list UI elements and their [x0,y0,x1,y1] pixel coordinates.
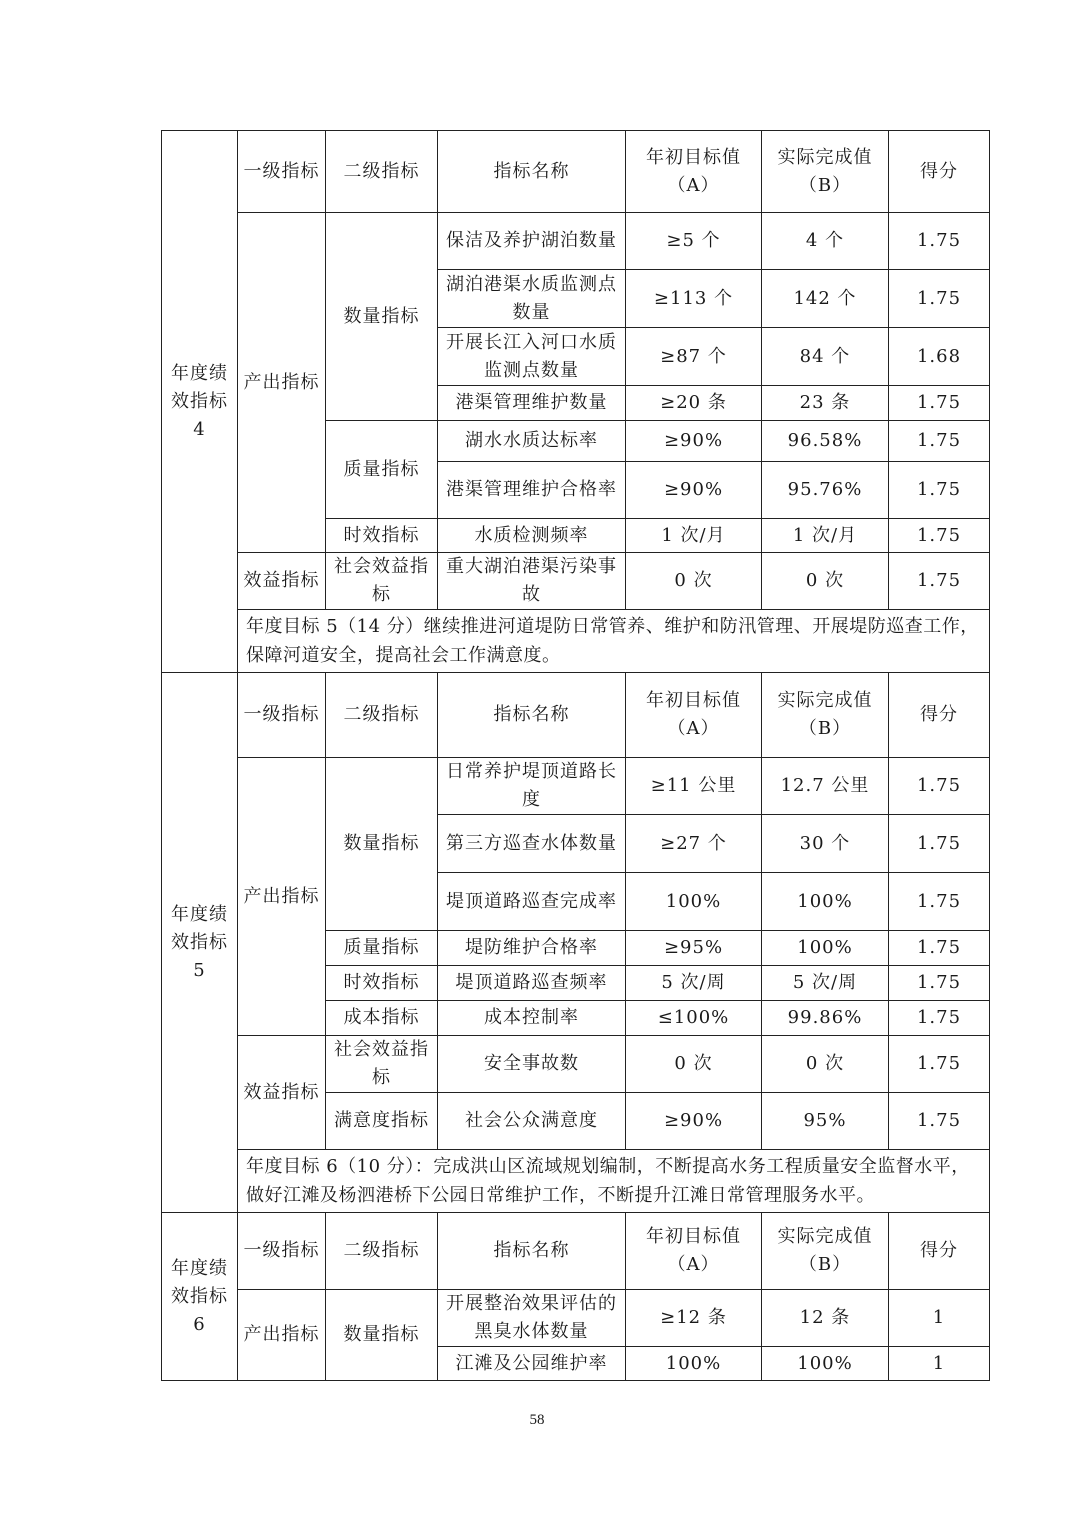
actual-value: 0 次 [762,553,889,610]
indicator-name: 堤防维护合格率 [438,931,626,966]
section-label: 年度绩效指标 5 [162,673,238,1213]
page-number: 58 [529,1412,545,1428]
level2-cell: 质量指标 [326,421,438,519]
score-value: 1.75 [889,966,990,1001]
level1-cell: 产出指标 [238,1290,326,1381]
target-value: 5 次/周 [626,966,762,1001]
level2-cell: 社会效益指标 [326,1036,438,1093]
indicator-name: 开展整治效果评估的黑臭水体数量 [438,1290,626,1347]
target-value: 0 次 [626,1036,762,1093]
score-value: 1.75 [889,270,990,328]
section-label: 年度绩效指标 6 [162,1213,238,1381]
goal-row [162,1150,990,1213]
indicator-name: 保洁及养护湖泊数量 [438,213,626,270]
header-actual: 实际完成值（B） [762,131,889,213]
indicator-name: 社会公众满意度 [438,1093,626,1150]
score-value: 1.75 [889,519,990,553]
score-value: 1 [889,1290,990,1347]
actual-value: 4 个 [762,213,889,270]
indicator-name: 开展长江入河口水质监测点数量 [438,328,626,386]
score-value: 1.75 [889,421,990,462]
table-header-row [162,673,990,758]
score-value: 1.75 [889,1001,990,1036]
target-value: 0 次 [626,553,762,610]
score-value: 1.75 [889,553,990,610]
target-value: ≥113 个 [626,270,762,328]
target-value: ≥90% [626,462,762,519]
score-value: 1.75 [889,758,990,815]
header-actual: 实际完成值（B） [762,1213,889,1290]
actual-value: 0 次 [762,1036,889,1093]
header-target: 年初目标值（A） [626,131,762,213]
level2-cell: 数量指标 [326,1290,438,1381]
indicator-name: 湖水水质达标率 [438,421,626,462]
annual-goal-6: 年度目标 6（10 分）：完成洪山区流域规划编制，不断提高水务工程质量安全监督水平，做好江滩及杨泗港桥下公园日常维护工作，不断提升江滩日常管理服务水平。 [238,1150,990,1213]
level1-cell: 效益指标 [238,553,326,610]
level2-cell: 时效指标 [326,966,438,1001]
header-level2: 二级指标 [326,1213,438,1290]
target-value: ≥90% [626,1093,762,1150]
indicator-name: 江滩及公园维护率 [438,1347,626,1381]
indicator-name: 湖泊港渠水质监测点数量 [438,270,626,328]
target-value: 100% [626,873,762,931]
indicator-name: 安全事故数 [438,1036,626,1093]
header-indicator-name: 指标名称 [438,673,626,758]
indicator-name: 港渠管理维护合格率 [438,462,626,519]
table-row [162,1036,990,1093]
header-indicator-name: 指标名称 [438,131,626,213]
table-row [162,213,990,270]
goal-row [162,610,990,673]
level2-cell: 满意度指标 [326,1093,438,1150]
table-row [162,758,990,815]
header-indicator-name: 指标名称 [438,1213,626,1290]
score-value: 1.75 [889,213,990,270]
target-value: ≥87 个 [626,328,762,386]
indicator-name: 堤顶道路巡查完成率 [438,873,626,931]
indicator-name: 港渠管理维护数量 [438,386,626,421]
target-value: ≥27 个 [626,815,762,873]
header-target: 年初目标值（A） [626,673,762,758]
score-value: 1.75 [889,1093,990,1150]
indicator-name: 成本控制率 [438,1001,626,1036]
level2-cell: 数量指标 [326,758,438,931]
actual-value: 100% [762,931,889,966]
level2-cell: 数量指标 [326,213,438,421]
target-value: ≥95% [626,931,762,966]
actual-value: 5 次/周 [762,966,889,1001]
indicator-name: 重大湖泊港渠污染事故 [438,553,626,610]
header-level2: 二级指标 [326,131,438,213]
score-value: 1.75 [889,1036,990,1093]
performance-indicator-table [161,130,990,1381]
indicator-name: 堤顶道路巡查频率 [438,966,626,1001]
actual-value: 12 条 [762,1290,889,1347]
indicator-name: 水质检测频率 [438,519,626,553]
header-level1: 一级指标 [238,1213,326,1290]
actual-value: 96.58% [762,421,889,462]
score-value: 1.75 [889,815,990,873]
actual-value: 95% [762,1093,889,1150]
header-score: 得分 [889,1213,990,1290]
header-level2: 二级指标 [326,673,438,758]
score-value: 1.75 [889,931,990,966]
header-actual: 实际完成值（B） [762,673,889,758]
actual-value: 1 次/月 [762,519,889,553]
target-value: ≤100% [626,1001,762,1036]
level1-cell: 产出指标 [238,758,326,1036]
table-header-row [162,1213,990,1290]
target-value: ≥90% [626,421,762,462]
target-value: ≥5 个 [626,213,762,270]
table-row [162,553,990,610]
target-value: 100% [626,1347,762,1381]
section-label: 年度绩效指标 4 [162,131,238,673]
actual-value: 95.76% [762,462,889,519]
annual-goal-5: 年度目标 5（14 分）继续推进河道堤防日常管养、维护和防汛管理、开展堤防巡查工作，保障河道安全，提高社会工作满意度。 [238,610,990,673]
target-value: ≥20 条 [626,386,762,421]
header-level1: 一级指标 [238,131,326,213]
header-target: 年初目标值（A） [626,1213,762,1290]
actual-value: 23 条 [762,386,889,421]
score-value: 1.75 [889,873,990,931]
target-value: 1 次/月 [626,519,762,553]
actual-value: 142 个 [762,270,889,328]
target-value: ≥11 公里 [626,758,762,815]
score-value: 1 [889,1347,990,1381]
actual-value: 100% [762,1347,889,1381]
score-value: 1.68 [889,328,990,386]
actual-value: 99.86% [762,1001,889,1036]
level1-cell: 效益指标 [238,1036,326,1150]
level1-cell: 产出指标 [238,213,326,553]
actual-value: 100% [762,873,889,931]
score-value: 1.75 [889,462,990,519]
actual-value: 84 个 [762,328,889,386]
score-value: 1.75 [889,386,990,421]
level2-cell: 成本指标 [326,1001,438,1036]
actual-value: 12.7 公里 [762,758,889,815]
actual-value: 30 个 [762,815,889,873]
level2-cell: 质量指标 [326,931,438,966]
level2-cell: 社会效益指标 [326,553,438,610]
level2-cell: 时效指标 [326,519,438,553]
header-score: 得分 [889,131,990,213]
table-row [162,1290,990,1347]
target-value: ≥12 条 [626,1290,762,1347]
indicator-name: 第三方巡查水体数量 [438,815,626,873]
header-score: 得分 [889,673,990,758]
table-header-row [162,131,990,213]
header-level1: 一级指标 [238,673,326,758]
indicator-name: 日常养护堤顶道路长度 [438,758,626,815]
